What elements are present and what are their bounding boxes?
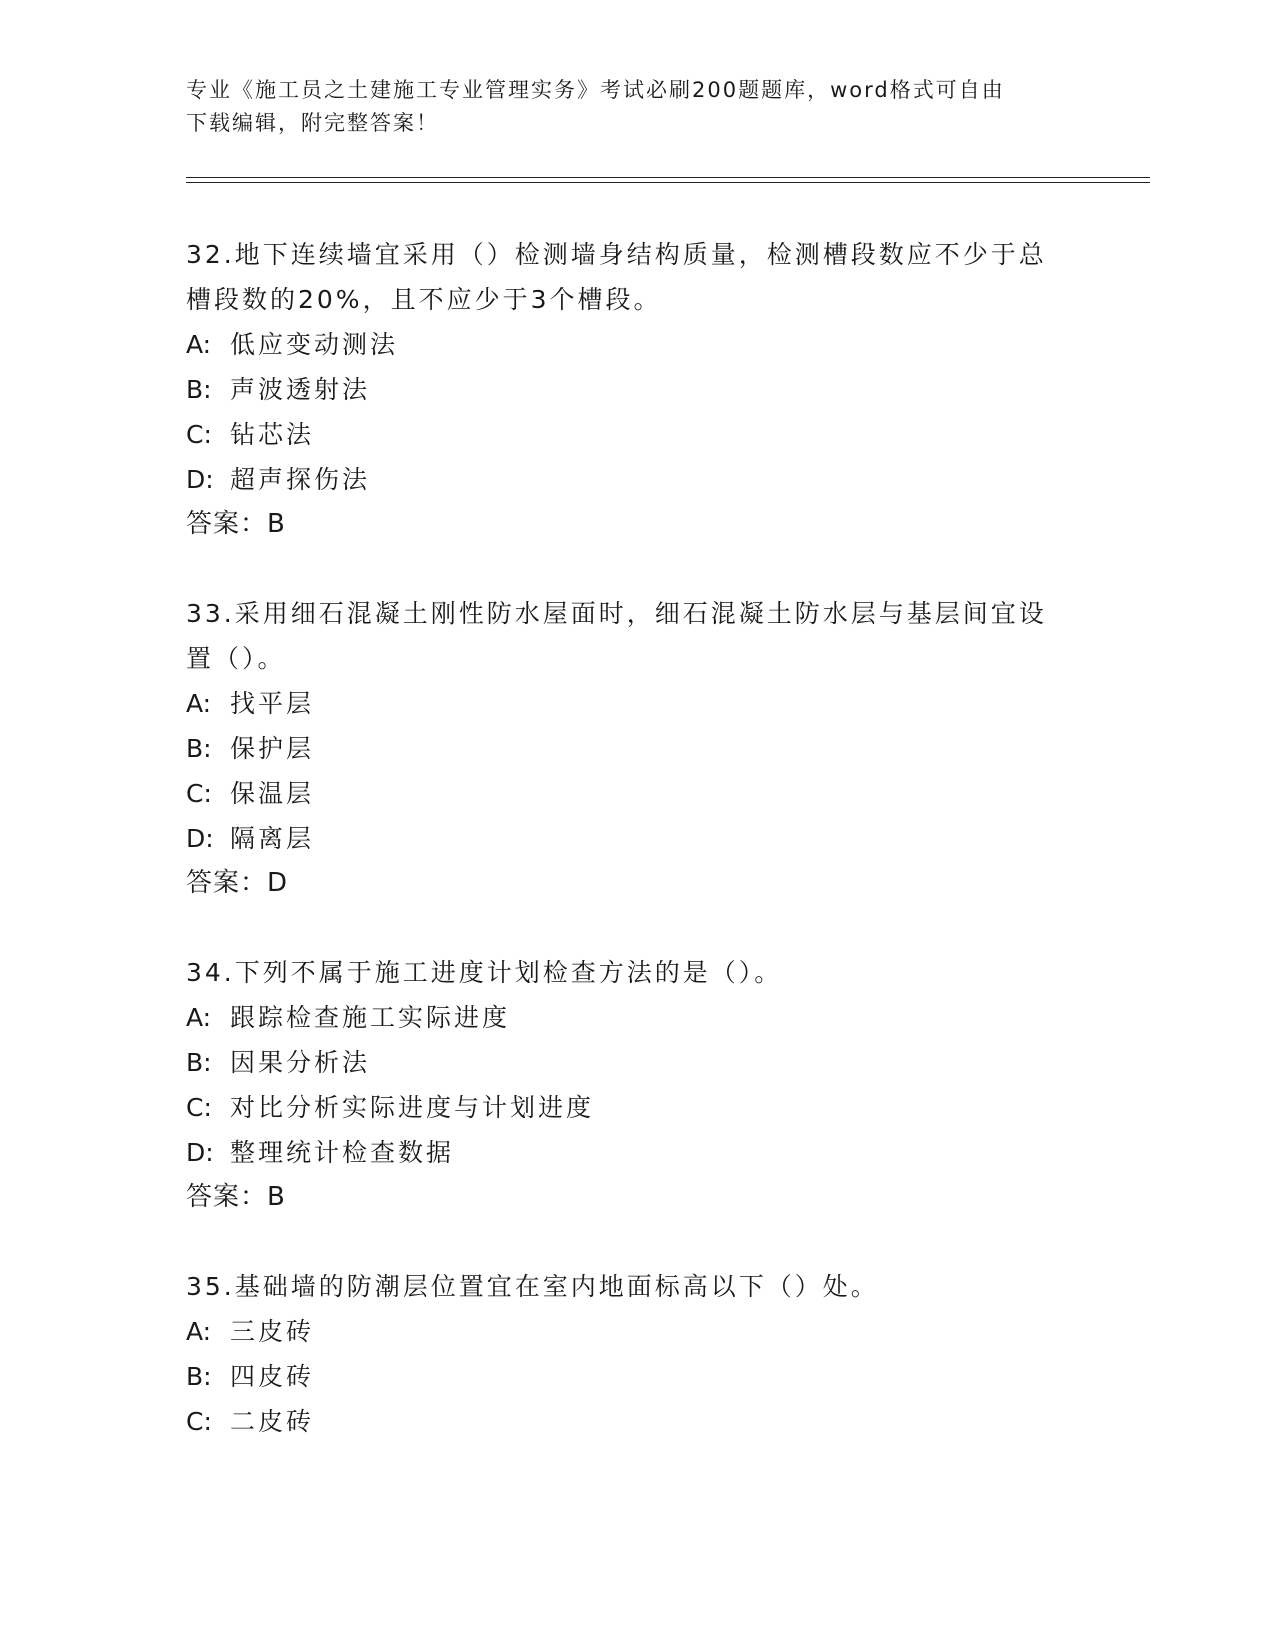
- question-32: [186, 232, 1066, 547]
- header-divider-bottom: [186, 182, 1150, 183]
- option-c: [186, 771, 1066, 816]
- option-key: C:: [186, 1093, 212, 1122]
- option-text: 三皮砖: [230, 1317, 315, 1346]
- option-key: A:: [186, 689, 212, 718]
- option-key: C:: [186, 420, 212, 449]
- option-d: [186, 457, 1066, 502]
- question-33: [186, 591, 1066, 906]
- option-b: [186, 1040, 1066, 1085]
- option-text: 保温层: [230, 779, 315, 808]
- question-stem: 33.采用细石混凝土刚性防水屋面时，细石混凝土防水层与基层间宜设置（）。: [186, 599, 1047, 673]
- header-line-2: 下载编辑，附完整答案！: [186, 111, 439, 135]
- option-text: 钻芯法: [230, 420, 315, 449]
- question-34: [186, 950, 1066, 1220]
- answer-line: 答案：B: [186, 509, 286, 539]
- option-key: B:: [186, 1362, 212, 1391]
- option-a: [186, 1309, 1066, 1354]
- answer-line: 答案：B: [186, 1182, 286, 1212]
- question-stem: 35.基础墙的防潮层位置宜在室内地面标高以下（）处。: [186, 1272, 879, 1301]
- option-text: 二皮砖: [230, 1407, 315, 1436]
- question-stem: 32.地下连续墙宜采用（）检测墙身结构质量，检测槽段数应不少于总槽段数的20%，且不应少于3个槽段。: [186, 240, 1047, 314]
- option-text: 声波透射法: [230, 375, 371, 404]
- option-key: A:: [186, 330, 212, 359]
- option-a: [186, 322, 1066, 367]
- header-divider-top: [186, 177, 1150, 178]
- option-key: B:: [186, 1048, 212, 1077]
- option-d: [186, 1130, 1066, 1175]
- option-b: [186, 1354, 1066, 1399]
- option-text: 整理统计检查数据: [230, 1138, 455, 1167]
- option-text: 跟踪检查施工实际进度: [230, 1003, 511, 1032]
- option-c: [186, 412, 1066, 457]
- option-key: C:: [186, 1407, 212, 1436]
- option-text: 低应变动测法: [230, 330, 399, 359]
- option-text: 超声探伤法: [230, 465, 371, 494]
- question-stem: 34.下列不属于施工进度计划检查方法的是（）。: [186, 958, 783, 987]
- header-line-1: 专业《施工员之土建施工专业管理实务》考试必刷200题题库，word格式可自由: [186, 78, 1005, 102]
- option-text: 对比分析实际进度与计划进度: [230, 1093, 595, 1122]
- option-text: 因果分析法: [230, 1048, 371, 1077]
- question-35: [186, 1264, 1066, 1444]
- option-key: B:: [186, 734, 212, 763]
- option-key: D:: [186, 1138, 214, 1167]
- option-c: [186, 1085, 1066, 1130]
- option-b: [186, 726, 1066, 771]
- question-list: [186, 232, 1066, 1488]
- option-text: 四皮砖: [230, 1362, 315, 1391]
- option-text: 找平层: [230, 689, 315, 718]
- option-key: D:: [186, 465, 214, 494]
- option-d: [186, 816, 1066, 861]
- option-b: [186, 367, 1066, 412]
- option-key: D:: [186, 824, 214, 853]
- answer-line: 答案：D: [186, 868, 289, 898]
- option-a: [186, 681, 1066, 726]
- document-header: [186, 74, 1066, 140]
- option-key: B:: [186, 375, 212, 404]
- option-key: C:: [186, 779, 212, 808]
- option-text: 隔离层: [230, 824, 315, 853]
- option-text: 保护层: [230, 734, 315, 763]
- option-key: A:: [186, 1317, 212, 1346]
- option-c: [186, 1399, 1066, 1444]
- option-key: A:: [186, 1003, 212, 1032]
- option-a: [186, 995, 1066, 1040]
